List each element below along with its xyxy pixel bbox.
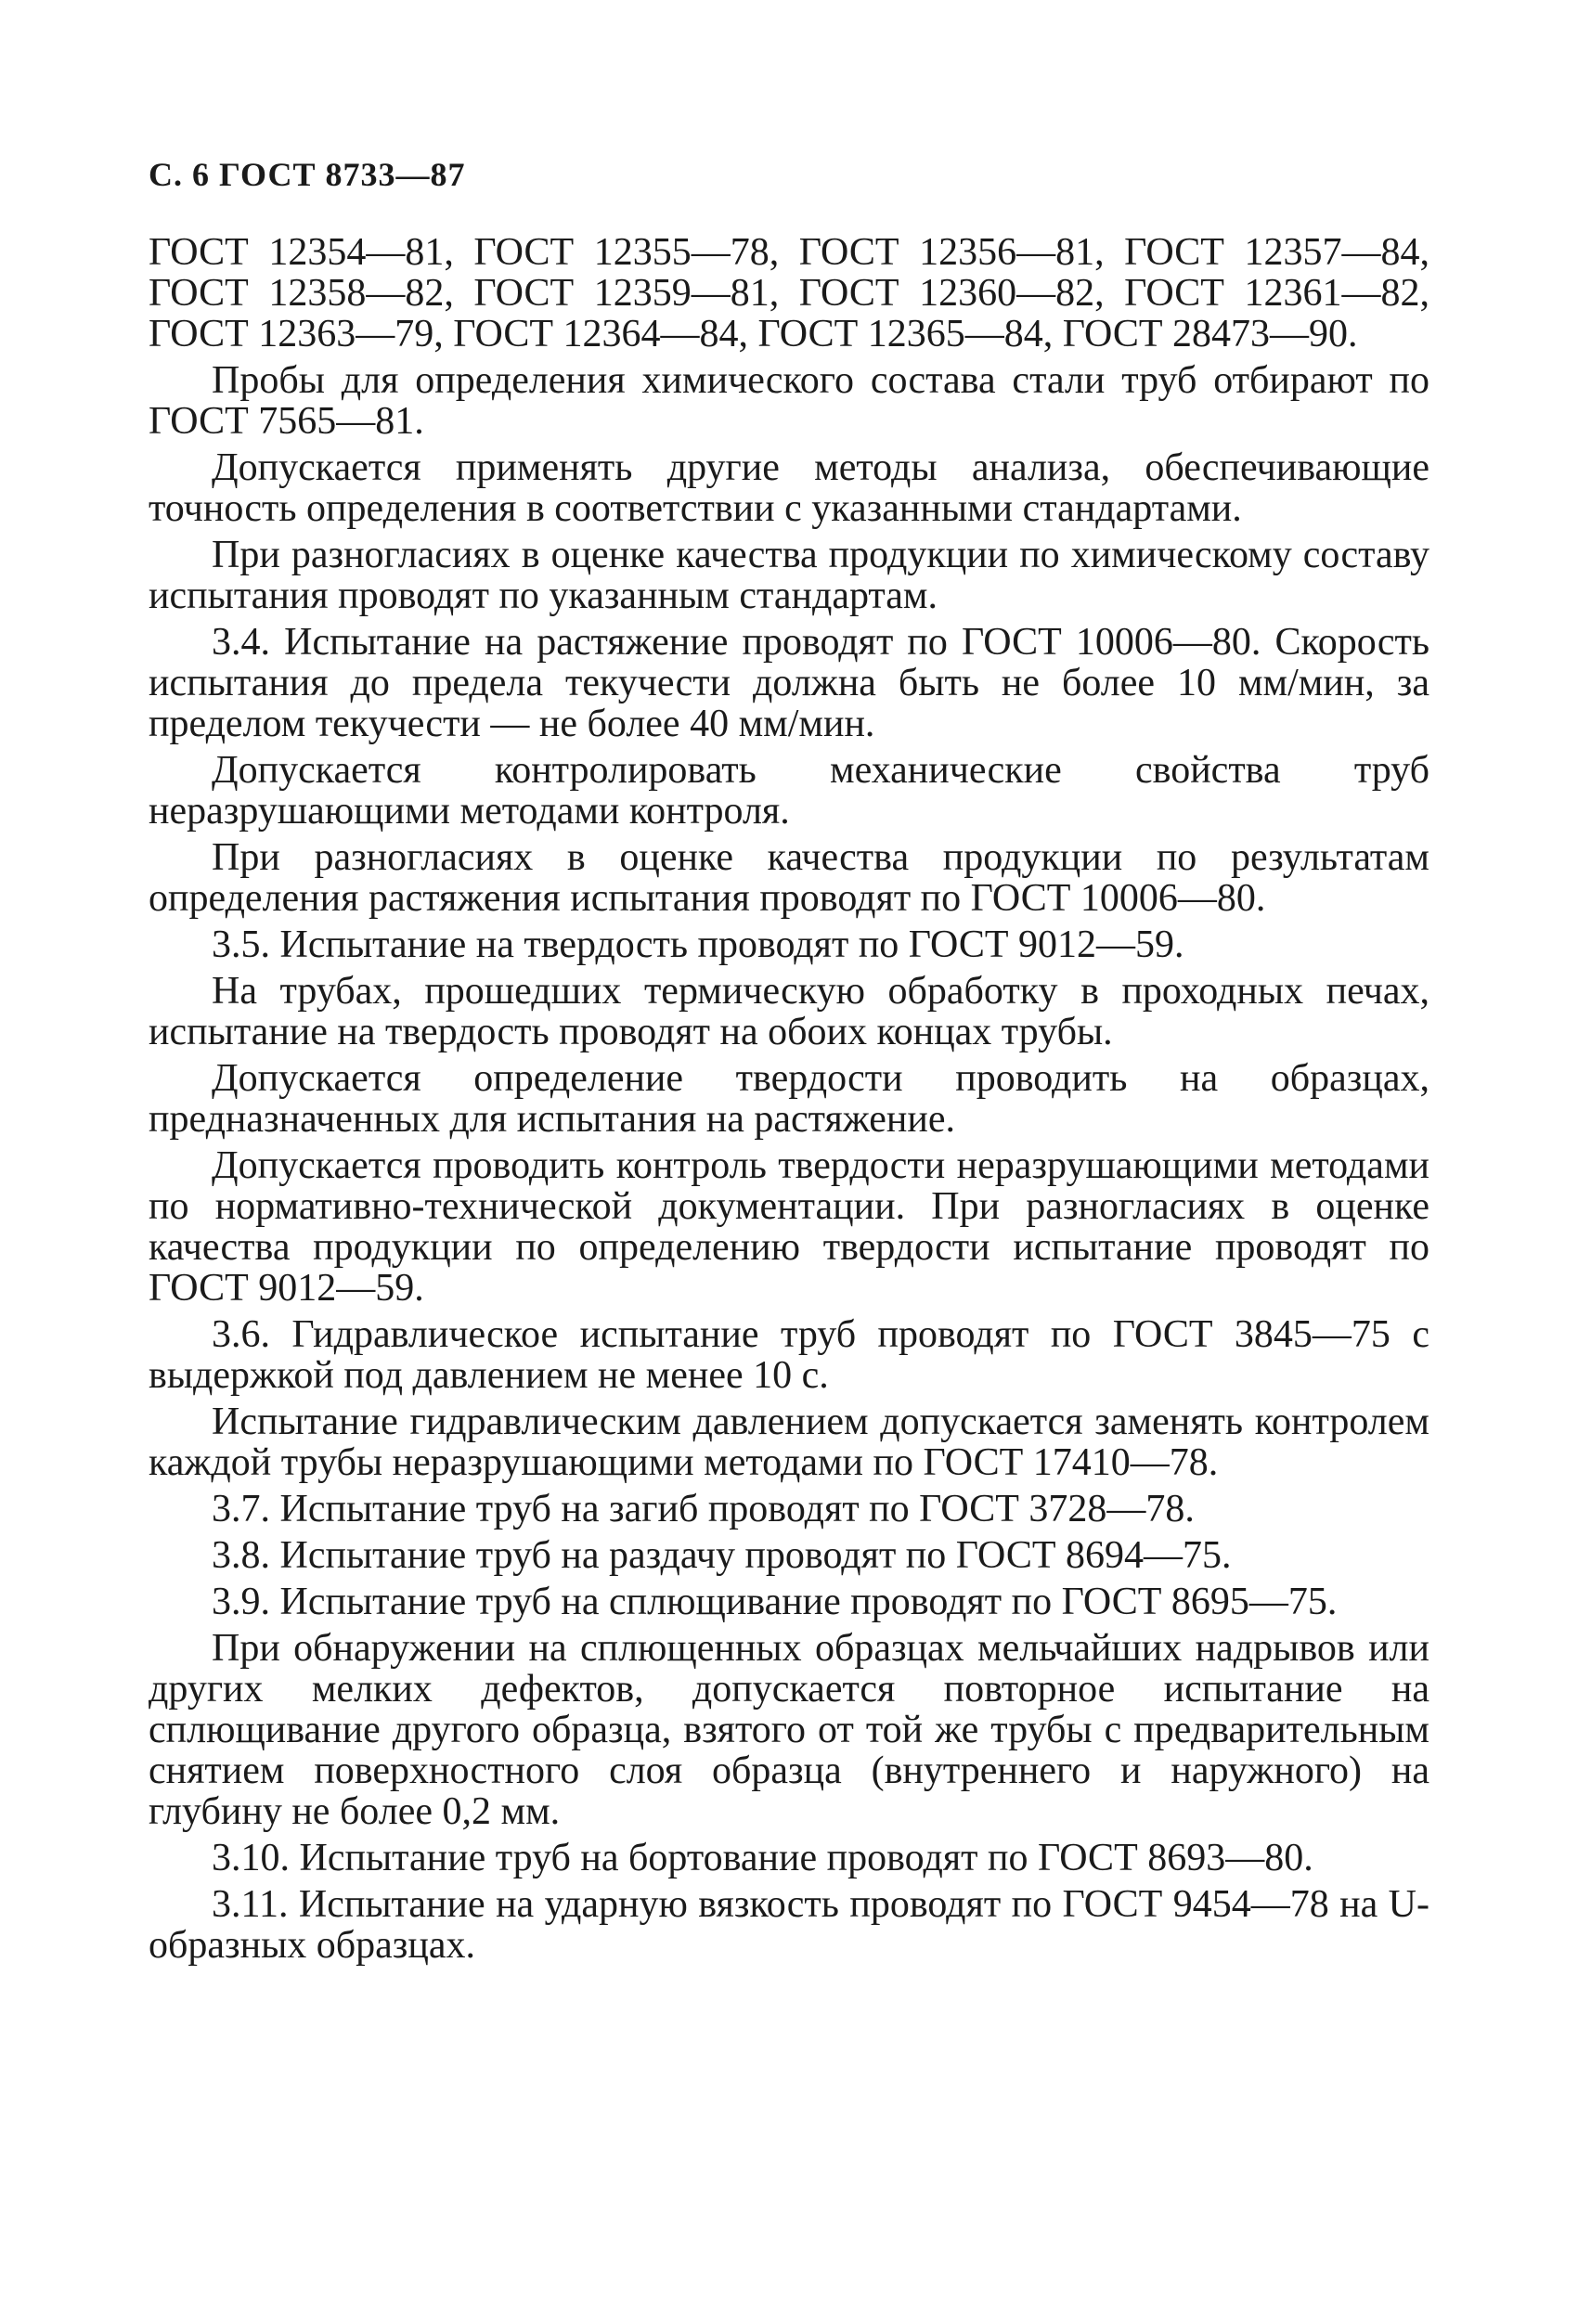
document-page [149, 158, 1429, 1971]
running-head: С. 6 ГОСТ 8733—87 [149, 156, 466, 193]
paragraph-mechanical-ndt: Допускается контролировать механические свойства труб неразрушающими методами контроля. [149, 749, 1429, 833]
paragraph-hydraulic-replace: Испытание гидравлическим давлением допускается заменять контролем каждой трубы неразрушающими методами по ГОСТ 17410—78. [149, 1401, 1429, 1484]
paragraph-3-10-flanging: 3.10. Испытание труб на бортование проводят по ГОСТ 8693—80. [212, 1837, 1313, 1879]
paragraph-3-4-tensile: 3.4. Испытание на растяжение проводят по ГОСТ 10006—80. Скорость испытания до предела текучести должна быть не более 10 мм/мин, за пределом текучести — не более 40 мм/мин. [149, 621, 1429, 745]
paragraph-heat-treated: На трубах, прошедших термическую обработку в проходных печах, испытание на твердость проводят на обоих концах трубы. [149, 970, 1429, 1053]
paragraph-3-11-impact: 3.11. Испытание на ударную вязкость проводят по ГОСТ 9454—78 на U-образных образцах. [149, 1883, 1429, 1967]
paragraph-3-7-bend: 3.7. Испытание труб на загиб проводят по ГОСТ 3728—78. [212, 1488, 1195, 1530]
paragraph-hardness-samples: Допускается определение твердости проводить на образцах, предназначенных для испытания на растяжение. [149, 1057, 1429, 1141]
paragraph-flattening-defects: При обнаружении на сплющенных образцах мельчайших надрывов или других мелких дефектов, допускается повторное испытание на сплющивание другого образца, взятого от той же трубы с предварительным снятием поверхностного слоя образца (внутреннего и наружного) на глубину не более 0,2 мм. [149, 1627, 1429, 1833]
paragraph-tensile-disputes: При разногласиях в оценке качества продукции по результатам определения растяжения испытания проводят по ГОСТ 10006—80. [149, 836, 1429, 920]
paragraph-3-5-hardness: 3.5. Испытание на твердость проводят по ГОСТ 9012—59. [212, 923, 1184, 966]
paragraph-other-methods: Допускается применять другие методы анализа, обеспечивающие точность определения в соответствии с указанными стандартами. [149, 446, 1429, 530]
paragraph-gost-list: ГОСТ 12354—81, ГОСТ 12355—78, ГОСТ 12356—81, ГОСТ 12357—84, ГОСТ 12358—82, ГОСТ 12359—81, ГОСТ 12360—82, ГОСТ 12361—82, ГОСТ 12363—79, ГОСТ 12364—84, ГОСТ 12365—84, ГОСТ 28473—90. [149, 231, 1429, 355]
paragraph-3-8-expansion: 3.8. Испытание труб на раздачу проводят по ГОСТ 8694—75. [212, 1534, 1232, 1577]
paragraph-3-6-hydraulic: 3.6. Гидравлическое испытание труб проводят по ГОСТ 3845—75 с выдержкой под давлением не менее 10 с. [149, 1313, 1429, 1397]
body-text [149, 232, 1429, 1966]
paragraph-3-9-flattening: 3.9. Испытание труб на сплющивание проводят по ГОСТ 8695—75. [212, 1581, 1338, 1623]
paragraph-sampling: Пробы для определения химического состава стали труб отбирают по ГОСТ 7565—81. [149, 359, 1429, 443]
paragraph-hardness-ndt: Допускается проводить контроль твердости неразрушающими методами по нормативно-технической документации. При разногласиях в оценке качества продукции по определению твердости испытание проводят по ГОСТ 9012—59. [149, 1144, 1429, 1310]
paragraph-chemical-disputes: При разногласиях в оценке качества продукции по химическому составу испытания проводят по указанным стандартам. [149, 534, 1429, 617]
